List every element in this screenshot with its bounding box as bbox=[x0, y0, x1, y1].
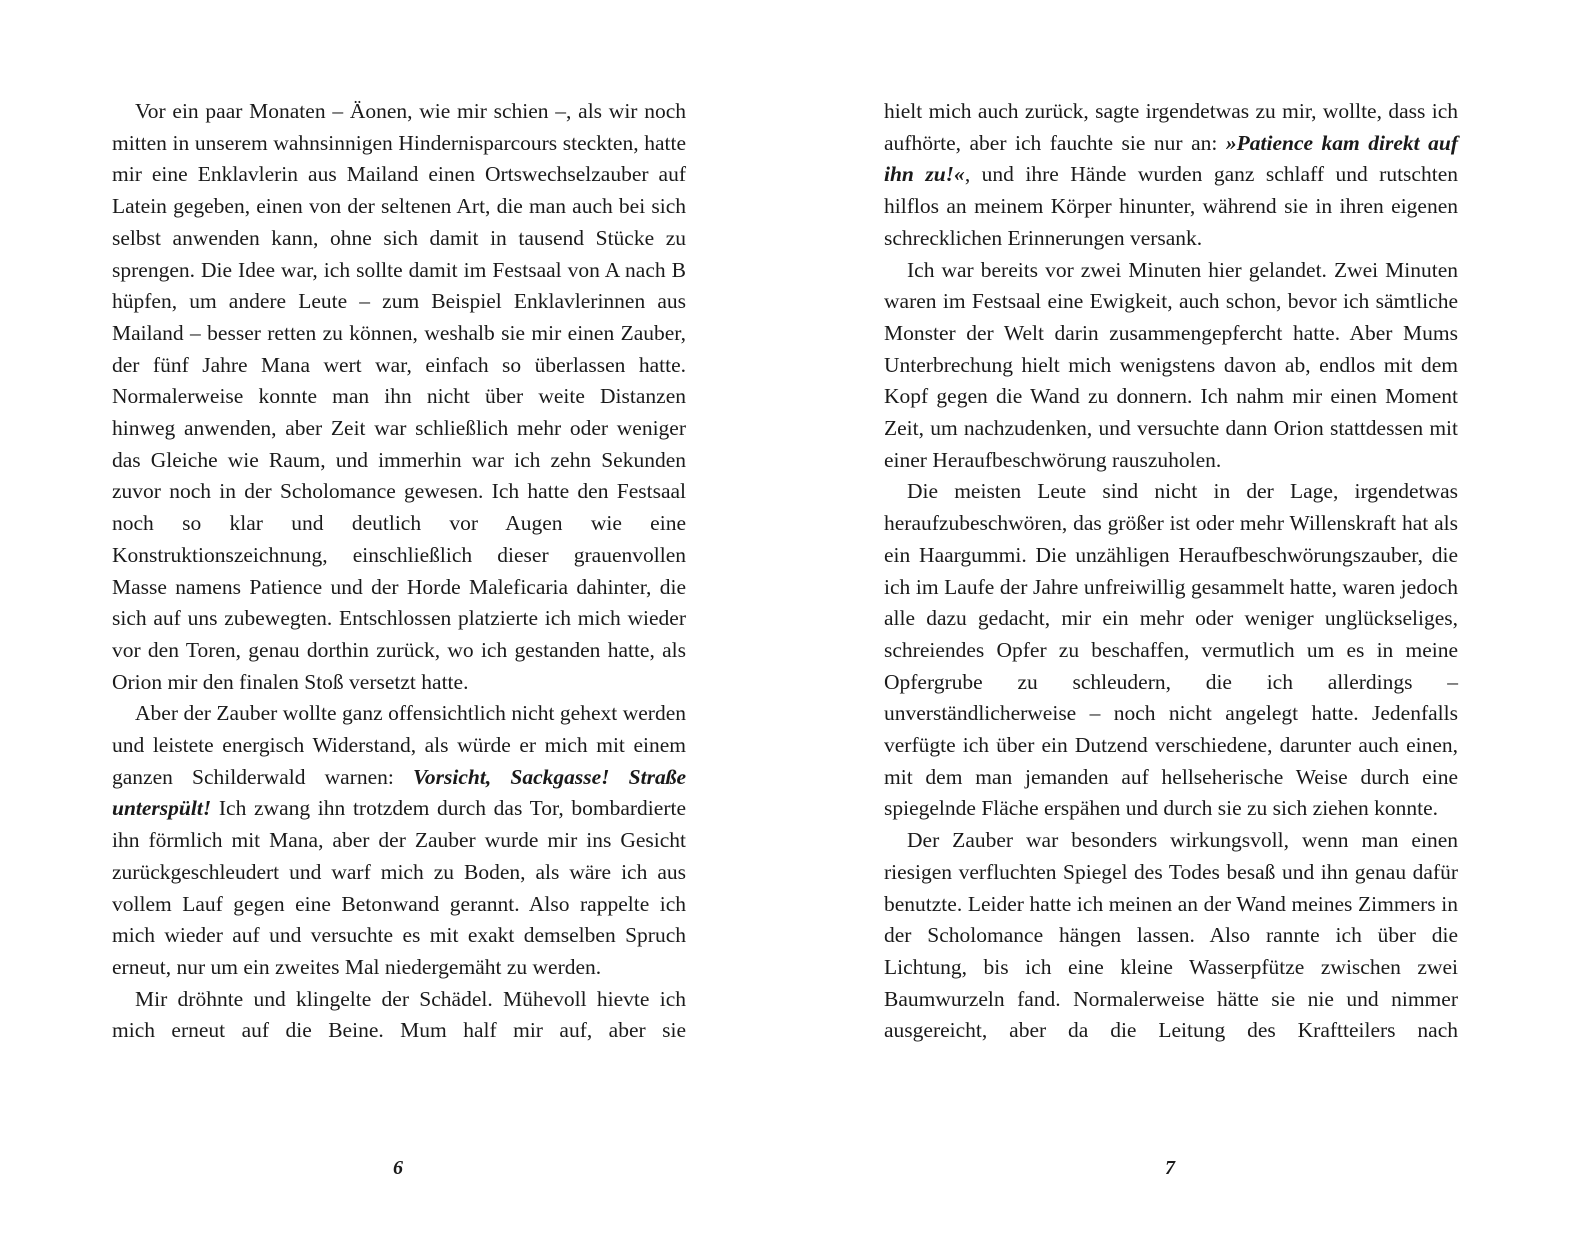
paragraph bbox=[884, 825, 1458, 1047]
right-page-body bbox=[884, 96, 1458, 1116]
text-run: Aber der Zauber wollte ganz offensichtlich nicht gehext werden und leistete energisch Widerstand, als würde er mich mit einem ganzen Schilderwald warnen: bbox=[112, 701, 686, 789]
left-page-body bbox=[112, 96, 686, 1116]
page-number-left: 6 bbox=[393, 1157, 403, 1179]
paragraph bbox=[112, 96, 686, 698]
text-run: Mir dröhnte und klingelte der Schädel. Mühevoll hievte ich mich erneut auf die Beine. Mum half mir auf, aber sie bbox=[112, 986, 686, 1043]
text-run: hielt mich auch zurück, sagte irgendetwas zu mir, wollte, dass ich aufhörte, aber ich fauchte sie nur an: bbox=[884, 99, 1458, 155]
paragraph bbox=[884, 255, 1458, 477]
italic-text-run: Vorsicht, Sackgasse! Straße unterspült! bbox=[112, 764, 686, 821]
page-number-right: 7 bbox=[1165, 1157, 1175, 1179]
text-run: Ich war bereits vor zwei Minuten hier gelandet. Zwei Minuten waren im Festsaal eine Ewigkeit, auch schon, bevor ich sämtliche Monster der Welt darin zusammengepfercht hatte. Aber Mums Unterbrechung hielt mich wenigstens davon ab, endlos mit dem Kopf gegen die Wand zu donnern. Ich nahm mir einen Moment Zeit, um nachzudenken, und versuchte dann Orion stattdessen mit einer Heraufbeschwörung rauszuholen. bbox=[884, 257, 1458, 472]
text-run: Ich zwang ihn trotzdem durch das Tor, bombardierte ihn förmlich mit Mana, aber der Zauber wurde mir ins Gesicht zurückgeschleudert und warf mich zu Boden, als wäre ich aus vollem Lauf gegen eine Betonwand gerannt. Also rappelte ich mich wieder auf und versuchte es mit exakt demselben Spruch erneut, nur um ein zweites Mal niedergemäht zu werden. bbox=[112, 796, 686, 979]
paragraph bbox=[884, 476, 1458, 825]
paragraph bbox=[112, 698, 686, 983]
text-run: Der Zauber war besonders wirkungsvoll, wenn man einen riesigen verfluchten Spiegel des Todes besaß und ihn genau dafür benutzte. Leider hatte ich meinen an der Wand meines Zimmers in der Scholomance hängen lassen. Also rannte ich über die Lichtung, bis ich eine kleine Wasserpfütze zwischen zwei Baumwurzeln fand. Normalerweise hätte sie nie und nimmer ausgereicht, aber da die Leitung des Kraftteilers nach bbox=[884, 828, 1458, 1043]
text-run: Vor ein paar Monaten – Äonen, wie mir schien –, als wir noch mitten in unserem wahnsinnigen Hindernisparcours steckten, hatte mir eine Enklavlerin aus Mailand einen Ortswechselzauber auf Latein gegeben, einen von der seltenen Art, die man auch bei sich selbst anwenden kann, ohne sich damit in tausend Stücke zu sprengen. Die Idee war, ich sollte damit im Festsaal von A nach B hüpfen, um andere Leute – zum Beispiel Enklavlerinnen aus Mailand – besser retten zu können, weshalb sie mir einen Zauber, der fünf Jahre Mana wert war, einfach so überlassen hatte. Normalerweise konnte man ihn nicht über weite Distanzen hinweg anwenden, aber Zeit war schließlich mehr oder weniger das Gleiche wie Raum, und immerhin war ich zehn Sekunden zuvor noch in der Scholomance gewesen. Ich hatte den Festsaal noch so klar und deutlich vor Augen wie eine Konstruktionszeichnung, einschließlich dieser grauenvollen Masse namens Patience und der Horde Maleficaria dahinter, die sich auf uns zubewegten. Entschlossen platzierte ich mich wieder vor den Toren, genau dorthin zurück, wo ich gestanden hatte, als Orion mir den finalen Stoß versetzt hatte. bbox=[112, 99, 686, 694]
paragraph bbox=[884, 96, 1458, 255]
text-run: , und ihre Hände wurden ganz schlaff und rutschten hilflos an meinem Körper hinunter, während sie in ihren eigenen schrecklichen Erinnerungen versank. bbox=[884, 162, 1458, 250]
text-run: Die meisten Leute sind nicht in der Lage, irgendetwas heraufzubeschwören, das größer ist oder mehr Willenskraft hat als ein Haargummi. Die unzähligen Heraufbeschwörungszauber, die ich im Laufe der Jahre unfreiwillig gesammelt hatte, waren jedoch alle dazu gedacht, mir ein mehr oder weniger unglückseliges, schreiendes Opfer zu beschaffen, vermutlich um es in meine Opfergrube zu schleudern, die ich allerdings – unverständlicherweise – noch nicht angelegt hatte. Jedenfalls verfügte ich über ein Dutzend verschiedene, darunter auch einen, mit dem man jemanden auf hellseherische Weise durch eine spiegelnde Fläche erspähen und durch sie zu sich ziehen konnte. bbox=[884, 479, 1458, 821]
italic-text-run: »Patience kam direkt auf ihn zu!« bbox=[884, 130, 1458, 187]
paragraph bbox=[112, 984, 686, 1047]
